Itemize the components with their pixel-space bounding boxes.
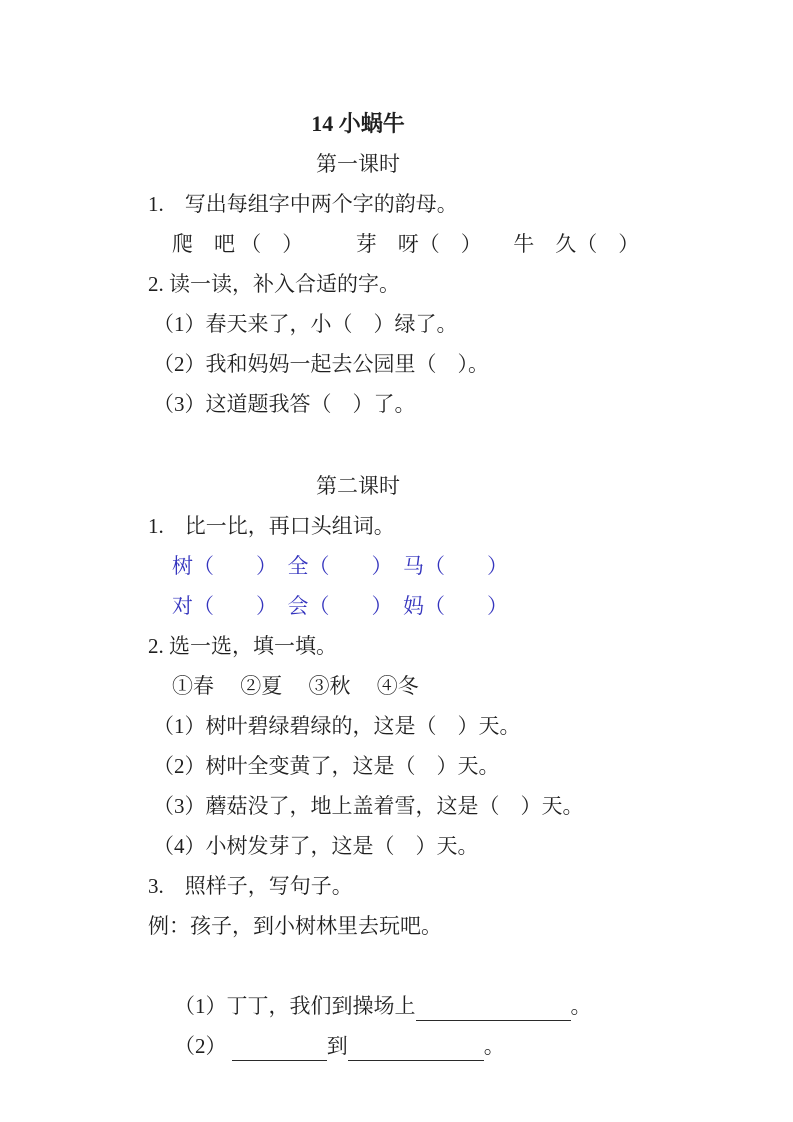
s2-question2-label: 2. 选一选，填一填。 (148, 634, 337, 658)
sentence-2-prefix: （2） (174, 1034, 232, 1058)
s2-question3-label: 3. 照样子，写句子。 (148, 874, 353, 898)
sentence-2-mid: 到 (326, 1034, 348, 1058)
s1-question1-character-row: 爬 吧 （ ） 芽 呀（ ） 牛 久（ ） (172, 232, 640, 256)
s1-question1-label: 1. 写出每组字中两个字的韵母。 (148, 192, 458, 216)
s2-question1-label: 1. 比一比，再口头组词。 (148, 514, 395, 538)
s2-q2-item-4: （4）小树发芽了，这是（ ）天。 (153, 834, 479, 858)
s2-q1-word-row-2: 对（ ） 会（ ） 妈（ ） (172, 594, 508, 618)
sentence-1-period: 。 (570, 994, 592, 1018)
s2-q2-word-bank: ①春 ②夏 ③秋 ④冬 (172, 674, 419, 698)
s2-q1-word-row-1: 树（ ） 全（ ） 马（ ） (172, 554, 508, 578)
fill-in-blank (348, 1032, 484, 1061)
s2-q3-sentence-1 (0, 946, 793, 1018)
s2-q3-example-sentence: 例：孩子，到小树林里去玩吧。 (148, 914, 442, 938)
session2-heading: 第二课时 (316, 474, 400, 498)
worksheet-title: 14 小蜗牛 (311, 111, 405, 136)
fill-in-blank (232, 1032, 327, 1061)
s1-q2-item-3: （3）这道题我答（ ）了。 (153, 392, 416, 416)
sentence-1-prefix: （1）丁丁，我们到操场上 (174, 994, 416, 1018)
s1-q2-item-1: （1）春天来了，小（ ）绿了。 (153, 312, 458, 336)
s2-q2-item-2: （2）树叶全变黄了，这是（ ）天。 (153, 754, 500, 778)
s2-q2-item-1: （1）树叶碧绿碧绿的，这是（ ）天。 (153, 714, 521, 738)
s1-q2-item-2: （2）我和妈妈一起去公园里（ ）。 (153, 352, 489, 376)
fill-in-blank (416, 992, 571, 1021)
s2-q2-item-3: （3）蘑菇没了，地上盖着雪，这是（ ）天。 (153, 794, 584, 818)
s1-question2-label: 2. 读一读，补入合适的字。 (148, 272, 400, 296)
sentence-2-period: 。 (483, 1034, 505, 1058)
session1-heading: 第一课时 (316, 152, 400, 176)
